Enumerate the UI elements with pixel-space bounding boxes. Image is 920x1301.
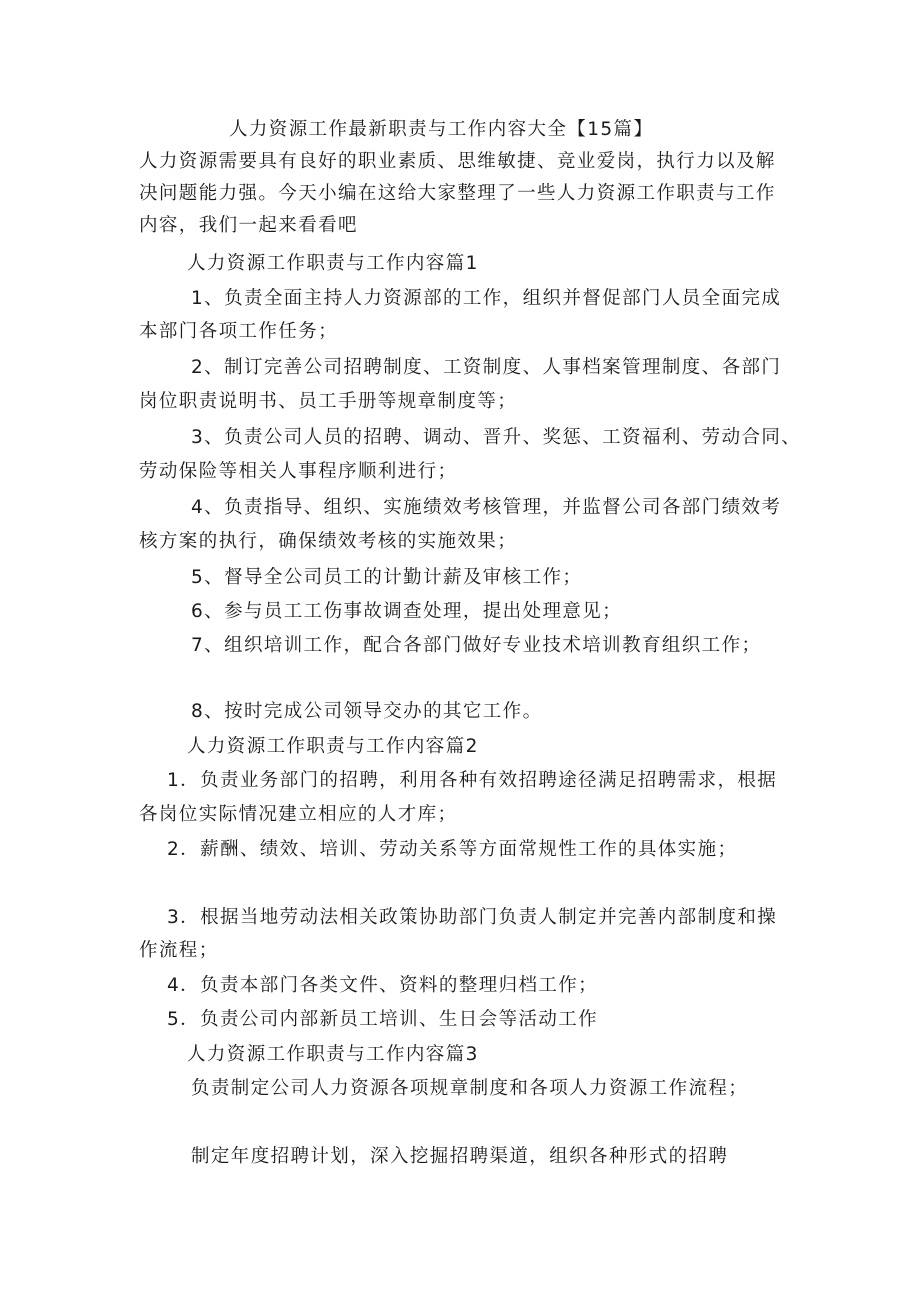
paragraph-line: 各岗位实际情况建立相应的人才库； (139, 804, 458, 825)
intro-line: 人力资源需要具有良好的职业素质、思维敏捷、竞业爱岗，执行力以及解 (139, 151, 776, 172)
paragraph-line: 本部门各项工作任务； (139, 321, 339, 342)
paragraph-line: 负责制定公司人力资源各项规章制度和各项人力资源工作流程； (191, 1078, 749, 1099)
intro-line: 内容，我们一起来看看吧 (139, 215, 358, 236)
paragraph-line: 核方案的执行，确保绩效考核的实施效果； (139, 531, 518, 552)
paragraph-line: 7、组织培训工作，配合各部门做好专业技术培训教育组织工作； (191, 635, 762, 656)
paragraph-line: 作流程； (139, 940, 219, 961)
paragraph-line: 3、负责公司人员的招聘、调动、晋升、奖惩、工资福利、劳动合同、 (191, 427, 802, 448)
paragraph-line: 劳动保险等相关人事程序顺利进行； (139, 461, 458, 482)
paragraph-line: 4．负责本部门各类文件、资料的整理归档工作； (167, 975, 599, 996)
paragraph-line: 5、督导全公司员工的计勤计薪及审核工作； (191, 567, 583, 588)
paragraph-line: 2、制订完善公司招聘制度、工资制度、人事档案管理制度、各部门 (191, 357, 782, 378)
paragraph-line: 6、参与员工工伤事故调查处理，提出处理意见； (191, 601, 623, 622)
paragraph-line: 4、负责指导、组织、实施绩效考核管理，并监督公司各部门绩效考 (191, 497, 782, 518)
paragraph-line: 3．根据当地劳动法相关政策协助部门负责人制定并完善内部制度和操 (167, 907, 778, 928)
document-title: 人力资源工作最新职责与工作内容大全【15篇】 (229, 119, 654, 140)
paragraph-line: 岗位职责说明书、员工手册等规章制度等； (139, 391, 518, 412)
section-heading: 人力资源工作职责与工作内容篇2 (187, 736, 479, 757)
section-heading: 人力资源工作职责与工作内容篇3 (187, 1044, 479, 1065)
paragraph-line: 5．负责公司内部新员工培训、生日会等活动工作 (167, 1009, 599, 1030)
intro-line: 决问题能力强。今天小编在这给大家整理了一些人力资源工作职责与工作 (139, 183, 776, 204)
paragraph-line: 8、按时完成公司领导交办的其它工作。 (191, 701, 543, 722)
paragraph-line: 制定年度招聘计划，深入挖掘招聘渠道，组织各种形式的招聘 (191, 1146, 729, 1167)
paragraph-line: 2．薪酬、绩效、培训、劳动关系等方面常规性工作的具体实施； (167, 839, 738, 860)
paragraph-line: 1．负责业务部门的招聘，利用各种有效招聘途径满足招聘需求，根据 (167, 770, 778, 791)
section-heading: 人力资源工作职责与工作内容篇1 (187, 253, 479, 274)
paragraph-line: 1、负责全面主持人力资源部的工作，组织并督促部门人员全面完成 (191, 288, 782, 309)
